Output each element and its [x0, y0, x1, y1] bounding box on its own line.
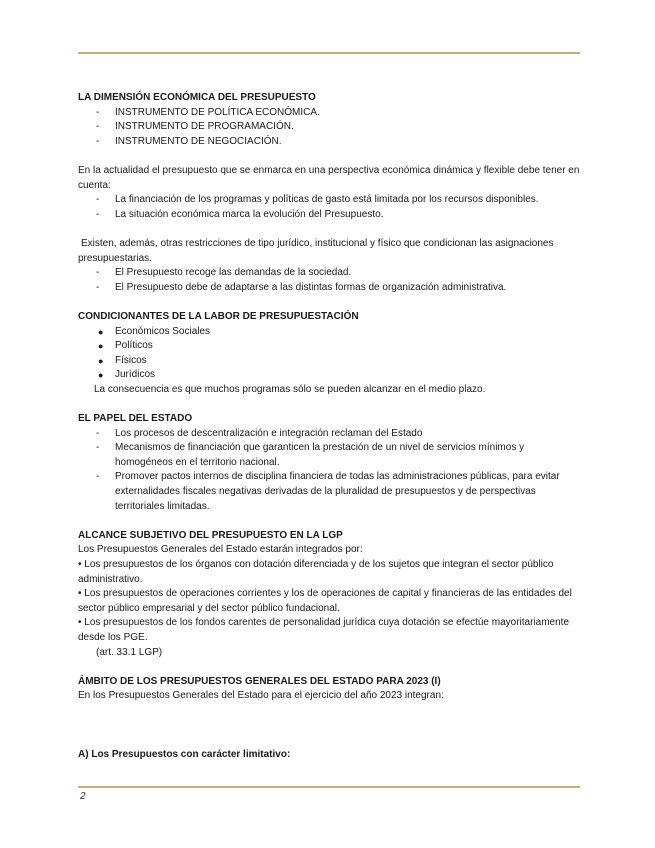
section-heading: LA DIMENSIÓN ECONÓMICA DEL PRESUPUESTO: [78, 92, 316, 103]
dash-list: [78, 266, 583, 295]
dash-list: [78, 193, 583, 222]
header-rule: [78, 52, 580, 54]
list-item: - El Presupuesto debe de adaptarse a las distintas formas de organización administrativa.: [96, 281, 507, 293]
paragraph: • Los presupuestos de los fondos carentes de personalidad jurídica cuya dotación se efectúe mayoritariamente desde los PGE.: [78, 617, 570, 643]
paragraph: Los Presupuestos Generales del Estado estarán integrados por:: [78, 544, 363, 556]
paragraph: • Los presupuestos de operaciones corrientes y los de operaciones de capital y financieras de las entidades del sector público empresarial y del sector público fundacional.: [78, 588, 572, 614]
section-heading: ÁMBITO DE LOS PRESUPUESTOS GENERALES DEL ESTADO PARA 2023 (I): [78, 675, 441, 687]
list-item: ● Económicos Sociales: [98, 325, 211, 337]
list-item: - Mecanismos de financiación que garanticen la prestación de un nivel de servicios mínimos y homogéneos en el territorio nacional.: [96, 442, 525, 468]
list-item: - La situación económica marca la evolución del Presupuesto.: [96, 208, 384, 220]
paragraph: • Los presupuestos de los órganos con dotación diferenciada y de los sujetos que integran el sector público administrativo.: [78, 559, 554, 585]
page-content: [78, 91, 583, 762]
paragraph: La consecuencia es que muchos programas sólo se pueden alcanzar en el medio plazo.: [94, 383, 486, 395]
dash-list: [78, 106, 583, 150]
list-item: - INSTRUMENTO DE PROGRAMACIÓN.: [96, 121, 294, 133]
list-item: - El Presupuesto recoge las demandas de la sociedad.: [96, 267, 352, 279]
page-number: 2: [80, 791, 86, 802]
list-item: - Promover pactos internos de disciplina financiera de todas las administraciones públicas, para evitar externalidades fiscales negativas derivadas de la pluralidad de presupuestos y de perspectivas territoriales limitadas.: [96, 471, 560, 512]
subheading: A) Los Presupuestos con carácter limitativo:: [78, 748, 291, 760]
bullet-list: [78, 325, 583, 383]
list-item: - INSTRUMENTO DE POLÍTICA ECONÓMICA.: [96, 106, 320, 118]
footer-rule: [78, 786, 580, 788]
list-item: ● Políticos: [98, 340, 153, 352]
paragraph: En los Presupuestos Generales del Estado para el ejercicio del año 2023 integran:: [78, 690, 444, 702]
section-heading: ALCANCE SUBJETIVO DEL PRESUPUESTO EN LA LGP: [78, 529, 343, 541]
list-item: - Los procesos de descentralización e integración reclaman del Estado: [96, 427, 423, 439]
section-heading: EL PAPEL DEL ESTADO: [78, 413, 193, 425]
reference: (art. 33.1 LGP): [96, 646, 163, 658]
paragraph: Existen, además, otras restricciones de tipo jurídico, institucional y físico que condicionan las asignaciones presupuestarias.: [78, 237, 554, 264]
list-item: - La financiación de los programas y políticas de gasto está limitada por los recursos disponibles.: [96, 194, 539, 206]
paragraph: En la actualidad el presupuesto que se enmarca en una perspectiva económica dinámica y flexible debe tener en cuenta:: [78, 164, 580, 191]
dash-list: [78, 427, 583, 515]
list-item: ● Jurídicos: [98, 369, 156, 381]
section-heading: CONDICIONANTES DE LA LABOR DE PRESUPUESTACIÓN: [78, 310, 359, 322]
list-item: - INSTRUMENTO DE NEGOCIACIÓN.: [96, 135, 282, 147]
list-item: ● Físicos: [98, 354, 147, 366]
